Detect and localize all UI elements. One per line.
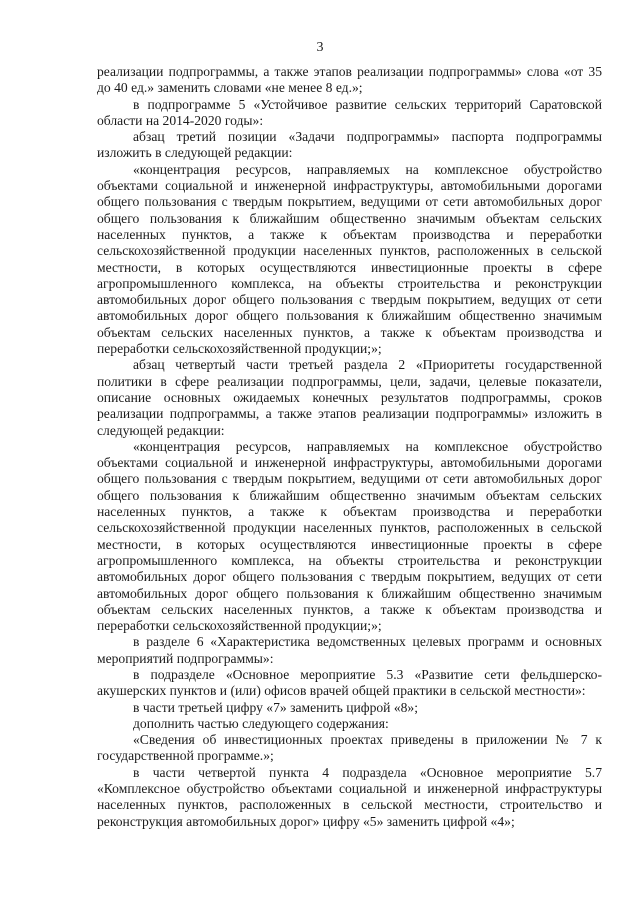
paragraph: «концентрация ресурсов, направляемых на комплексное обустройство объектами социальной и инженерной инфраструктуры, автомобильными дорогами общего пользования с твердым покрытием, ведущими от сети автомобильных дорог общего пользования к ближайшим общественно значимым объектам сельских населенных пунктов, а также к объектам производства и переработки сельскохозяйственной продукции населенных пунктов, расположенных в сельской местности, в которых осуществляются инвестиционные проекты в сфере агропромышленного комплекса, на объекты строительства и реконструкции автомобильных дорог общего пользования с твердым покрытием, ведущих от сети автомобильных дорог общего пользования к ближайшим общественно значимым объектам сельских населенных пунктов, а также к объектам производства и переработки сельскохозяйственной продукции;»; [97,438,602,634]
paragraph: в части третьей цифру «7» заменить цифрой «8»; [133,699,418,715]
paragraph: в подразделе «Основное мероприятие 5.3 «Развитие сети фельдшерско-акушерских пунктов и (или) офисов врачей общей практики в сельской местности»: [97,666,602,699]
paragraph: в части четвертой пункта 4 подраздела «Основное мероприятие 5.7 «Комплексное обустройство объектами социальной и инженерной инфраструктуры населенных пунктов, расположенных в сельской местности, строительство и реконструкция автомобильных дорог» цифру «5» заменить цифрой «4»; [97,764,602,829]
paragraph: «концентрация ресурсов, направляемых на комплексное обустройство объектами социальной и инженерной инфраструктуры, автомобильными дорогами общего пользования с твердым покрытием, ведущими от сети автомобильных дорог общего пользования к ближайшим общественно значимым объектам сельских населенных пунктов, а также к объектам производства и переработки сельскохозяйственной продукции населенных пунктов, расположенных в сельской местности, в которых осуществляются инвестиционные проекты в сфере агропромышленного комплекса, на объекты строительства и реконструкции автомобильных дорог общего пользования с твердым покрытием, ведущих от сети автомобильных дорог общего пользования к ближайшим общественно значимым объектам сельских населенных пунктов, а также к объектам производства и переработки сельскохозяйственной продукции;»; [97,161,602,357]
paragraph: в подпрограмме 5 «Устойчивое развитие сельских территорий Саратовской области на 2014-2020 годы»: [97,96,602,128]
paragraph: «Сведения об инвестиционных проектах приведены в приложении № 7 к государственной программе.»; [97,732,602,764]
document-body [97,64,602,830]
paragraph: реализации подпрограммы, а также этапов реализации подпрограммы» слова «от 35 до 40 ед.» заменить словами «не менее 8 ед.»; [97,64,602,96]
paragraph: абзац четвертый части третьей раздела 2 «Приоритеты государственной политики в сфере реализации подпрограммы, цели, задачи, целевые показатели, описание основных ожидаемых конечных результатов подпрограммы, сроков реализации подпрограммы, а также этапов реализации подпрограммы» изложить в следующей редакции: [97,357,602,438]
paragraph: в разделе 6 «Характеристика ведомственных целевых программ и основных мероприятий подпрограммы»: [97,634,602,666]
paragraph: абзац третий позиции «Задачи подпрограммы» паспорта подпрограммы изложить в следующей редакции: [97,129,602,161]
page-number: 3 [316,40,324,55]
paragraph: дополнить частью следующего содержания: [133,715,389,731]
